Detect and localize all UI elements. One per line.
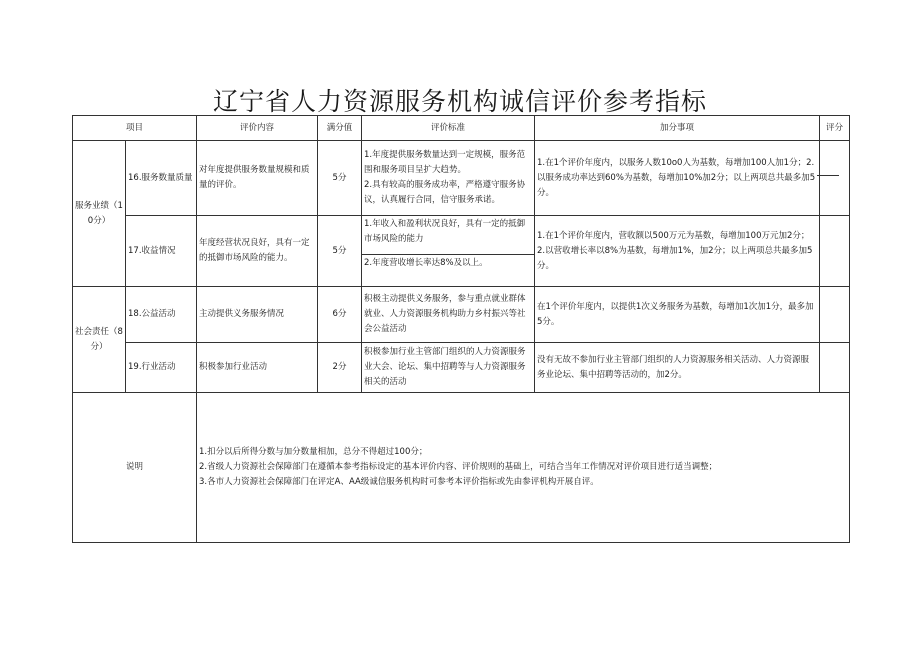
note-item: 3.各市人力资源社会保障部门在评定A、AA级诚信服务机构时可参考本评价指标或先由参评机构开展自评。: [199, 477, 599, 487]
row-score-cell[interactable]: [820, 287, 850, 343]
header-item: 项目: [73, 116, 197, 141]
row-content: 主动提供义务服务情况: [197, 287, 318, 343]
row-bonus: 没有无故不参加行业主管部门组织的人力资源服务相关活动、人力资源服务业论坛、集中招聘等活动的，加2分。: [535, 343, 820, 393]
score-dash: [817, 175, 839, 176]
row-item: 19.行业活动: [126, 343, 197, 393]
table-row: [73, 287, 850, 343]
page-title: 辽宁省人力资源服务机构诚信评价参考指标: [212, 87, 707, 116]
note-item: 1.扣分以后所得分数与加分数量相加，总分不得超过100分；: [199, 447, 428, 457]
row-standard: 积极主动提供义务服务，参与重点就业群体就业、人力资源服务机构助力乡村振兴等社会公益活动: [362, 287, 535, 343]
row-full-score: 5分: [318, 216, 362, 287]
header-row: [73, 116, 850, 141]
notes-row: [73, 393, 850, 543]
group-name: 社会责任（8分）: [73, 287, 126, 393]
row-score-cell[interactable]: [820, 216, 850, 287]
row-bonus: 1.在1个评价年度内，营收额以500万元为基数，每增加100万元加2分；2.以营收增长率以8%为基数，每增加1%，加2分；以上两项总共最多加5分。: [535, 216, 820, 287]
row-full-score: 2分: [318, 343, 362, 393]
note-item: 2.省级人力资源社会保障部门在遵循本参考指标设定的基本评价内容、评价规则的基础上，可结合当年工作情况对评价项目进行适当调整；: [199, 462, 718, 472]
standard-line: 2.年度营收增长率达8%及以上。: [364, 258, 488, 268]
row-item: 16.服务数量质量: [126, 141, 197, 216]
row-standard: [362, 141, 535, 216]
row-full-score: 5分: [318, 141, 362, 216]
group-name: 服务业绩（10分）: [73, 141, 126, 287]
table-row: [73, 343, 850, 393]
row-content: 积极参加行业活动: [197, 343, 318, 393]
row-content: 年度经营状况良好，具有一定的抵御市场风险的能力。: [197, 216, 318, 287]
header-bonus: 加分事项: [535, 116, 820, 141]
notes-content: [197, 393, 850, 543]
table-row: [73, 216, 850, 287]
standard-line: 1.年度提供服务数量达到一定规模，服务范围和服务项目呈扩大趋势。: [364, 150, 526, 175]
header-score: 评分: [820, 116, 850, 141]
row-full-score: 6分: [318, 287, 362, 343]
standard-line: 1.年收入和盈利状况良好，具有一定的抵御市场风险的能力: [362, 216, 534, 255]
row-bonus: 在1个评价年度内，以提供1次义务服务为基数，每增加1次加1分，最多加5分。: [535, 287, 820, 343]
evaluation-table: [72, 115, 850, 543]
header-standard: 评价标准: [362, 116, 535, 141]
row-score-cell[interactable]: [820, 141, 850, 216]
row-content: 对年度提供服务数量规模和质量的评价。: [197, 141, 318, 216]
header-full-score: 满分值: [318, 116, 362, 141]
row-score-cell[interactable]: [820, 343, 850, 393]
notes-label: 说明: [73, 393, 197, 543]
header-content: 评价内容: [197, 116, 318, 141]
row-standard: [362, 216, 535, 287]
table-row: [73, 141, 850, 216]
row-item: 17.收益情况: [126, 216, 197, 287]
row-item: 18.公益活动: [126, 287, 197, 343]
standard-line: 2.具有较高的服务成功率，严格遵守服务协议，认真履行合同，信守服务承诺。: [364, 180, 526, 205]
row-standard: 积极参加行业主管部门组织的人力资源服务业大会、论坛、集中招聘等与人力资源服务相关的活动: [362, 343, 535, 393]
row-bonus: 1.在1个评价年度内，以服务人数10o0人为基数，每增加100人加1分；2.以服务成功率达到60%为基数，每增加10%加2分；以上两项总共最多加5分。: [535, 141, 820, 216]
